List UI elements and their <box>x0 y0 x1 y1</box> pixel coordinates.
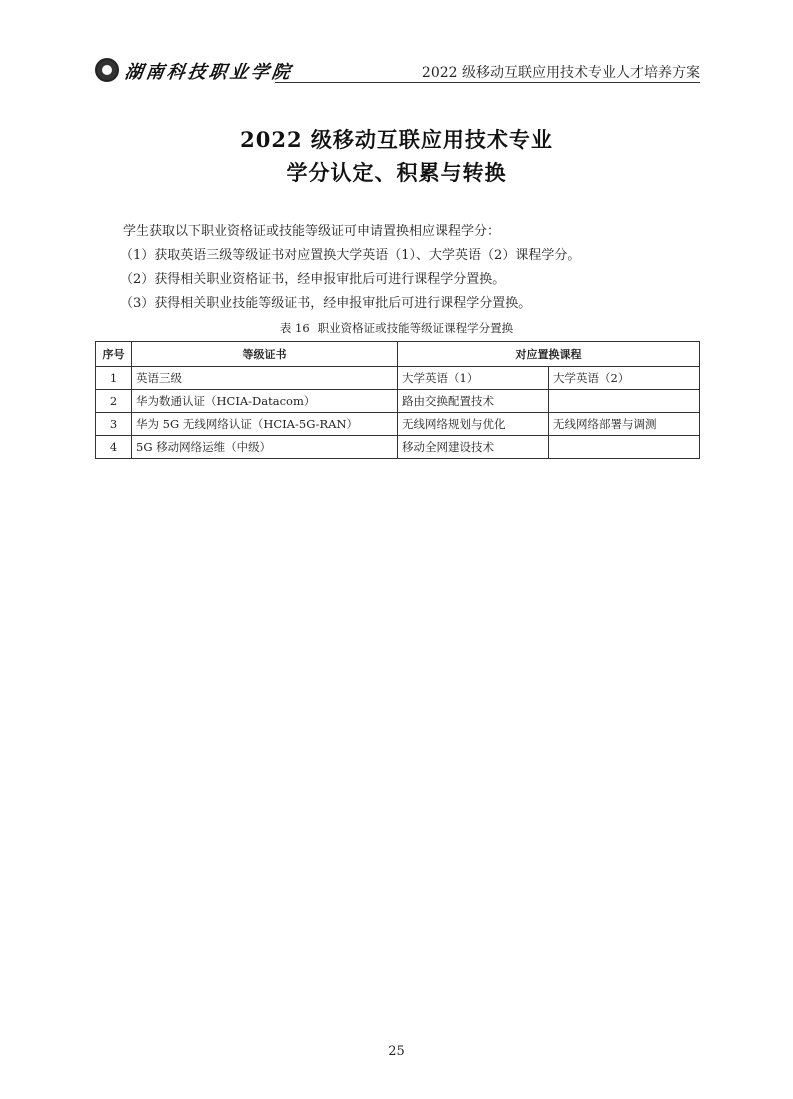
cell-course: 无线网络部署与调测 <box>549 413 700 436</box>
header-doc-title: 2022 级移动互联应用技术专业人才培养方案 <box>421 65 700 81</box>
cell-course: 移动全网建设技术 <box>398 436 549 459</box>
school-logo-inner <box>101 64 113 76</box>
table-row <box>96 436 700 459</box>
cell-course <box>549 436 700 459</box>
cell-certificate: 华为 5G 无线网络认证（HCIA-5G-RAN） <box>132 413 398 436</box>
school-name: 湖南科技职业学院 <box>123 62 295 83</box>
intro-paragraph: 学生获取以下职业资格证或技能等级证可申请置换相应课程学分： <box>123 224 501 239</box>
header-divider <box>275 82 700 83</box>
cell-no: 4 <box>96 436 132 459</box>
table-header-row <box>96 342 700 367</box>
table-caption-text: 职业资格证或技能等级证课程学分置换 <box>317 321 514 335</box>
column-header-no: 序号 <box>96 342 132 367</box>
cell-course: 大学英语（2） <box>549 367 700 390</box>
table-row <box>96 413 700 436</box>
table-caption <box>0 320 793 336</box>
column-header-certificate: 等级证书 <box>132 342 398 367</box>
page-header <box>95 56 700 86</box>
list-item: （3）获得相关职业技能等级证书，经申报审批后可进行课程学分置换。 <box>120 296 532 311</box>
column-header-courses: 对应置换课程 <box>398 342 700 367</box>
cell-no: 3 <box>96 413 132 436</box>
cell-no: 1 <box>96 367 132 390</box>
cell-certificate: 5G 移动网络运维（中级） <box>132 436 398 459</box>
list-item: （2）获得相关职业资格证书，经申报审批后可进行课程学分置换。 <box>120 272 506 287</box>
page-title-line1: 2022 级移动互联应用技术专业 <box>240 127 553 152</box>
certificate-table <box>95 341 700 459</box>
table-row <box>96 390 700 413</box>
table-row <box>96 367 700 390</box>
list-item: （1）获取英语三级等级证书对应置换大学英语（1）、大学英语（2）课程学分。 <box>120 248 581 263</box>
cell-course: 路由交换配置技术 <box>398 390 549 413</box>
school-logo-icon <box>95 58 119 82</box>
cell-course: 无线网络规划与优化 <box>398 413 549 436</box>
cell-certificate: 英语三级 <box>132 367 398 390</box>
page-number: 25 <box>388 1044 405 1059</box>
table-caption-number: 表 16 <box>279 321 310 335</box>
cell-certificate: 华为数通认证（HCIA-Datacom） <box>132 390 398 413</box>
cell-course <box>549 390 700 413</box>
cell-course: 大学英语（1） <box>398 367 549 390</box>
cell-no: 2 <box>96 390 132 413</box>
page-title-line2: 学分认定、积累与转换 <box>286 160 507 185</box>
